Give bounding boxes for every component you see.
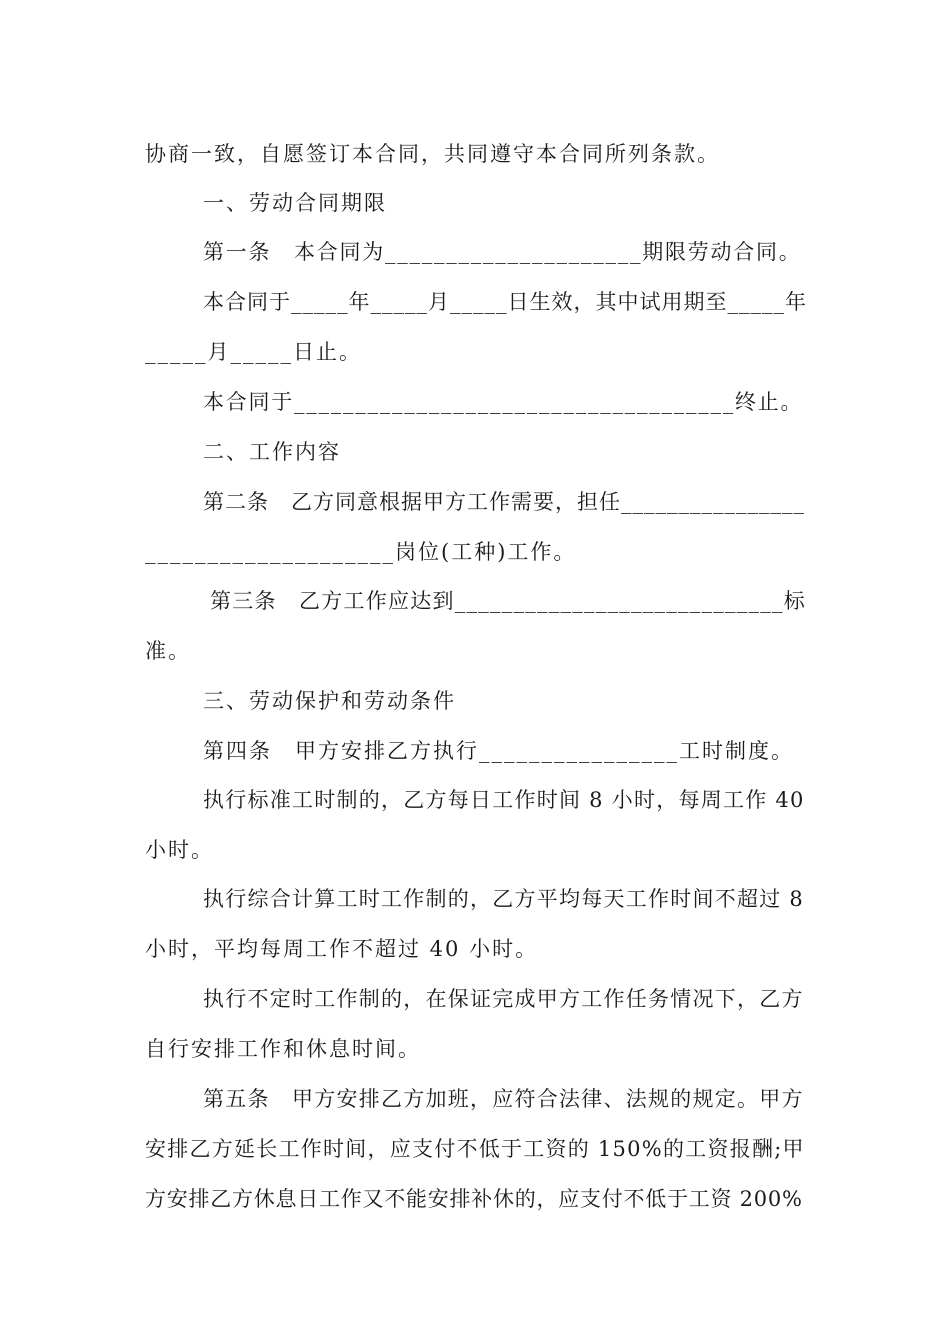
text-line: 协商一致，自愿签订本合同，共同遵守本合同所列条款。 bbox=[145, 142, 720, 166]
text-line: 小时，平均每周工作不超过 40 小时。 bbox=[145, 937, 539, 961]
section-heading: 二、工作内容 bbox=[203, 440, 341, 464]
text-line: 执行不定时工作制的，在保证完成甲方工作任务情况下，乙方 bbox=[203, 987, 804, 1011]
text-line: 本合同于_____年_____月_____日生效，其中试用期至_____年 bbox=[203, 290, 807, 314]
section-heading: 三、劳动保护和劳动条件 bbox=[203, 689, 456, 713]
section-heading: 一、劳动合同期限 bbox=[203, 191, 387, 215]
text-line: 自行安排工作和休息时间。 bbox=[145, 1037, 421, 1061]
text-line: 小时。 bbox=[145, 838, 214, 862]
text-line: 第三条 乙方工作应达到____________________________标 bbox=[210, 589, 806, 613]
text-line: _____月_____日止。 bbox=[145, 340, 362, 364]
text-line: 准。 bbox=[145, 639, 191, 663]
text-line: 执行综合计算工时工作制的，乙方平均每天工作时间不超过 8 bbox=[203, 887, 805, 911]
text-line: 执行标准工时制的，乙方每日工作时间 8 小时，每周工作 40 bbox=[203, 788, 805, 812]
text-line: ____________________岗位(工种)工作。 bbox=[145, 540, 577, 564]
text-line: 本合同于____________________________________终止。 bbox=[203, 390, 804, 414]
text-line: 第四条 甲方安排乙方执行________________工时制度。 bbox=[203, 739, 794, 763]
text-line: 第一条 本合同为_____________________期限劳动合同。 bbox=[203, 240, 802, 264]
text-line: 安排乙方延长工作时间，应支付不低于工资的 150%的工资报酬;甲 bbox=[145, 1137, 805, 1161]
text-line: 第五条 甲方安排乙方加班，应符合法律、法规的规定。甲方 bbox=[203, 1087, 804, 1111]
text-line: 第二条 乙方同意根据甲方工作需要，担任________________ bbox=[203, 490, 805, 514]
text-line: 方安排乙方休息日工作又不能安排补休的，应支付不低于工资 200% bbox=[145, 1187, 803, 1211]
